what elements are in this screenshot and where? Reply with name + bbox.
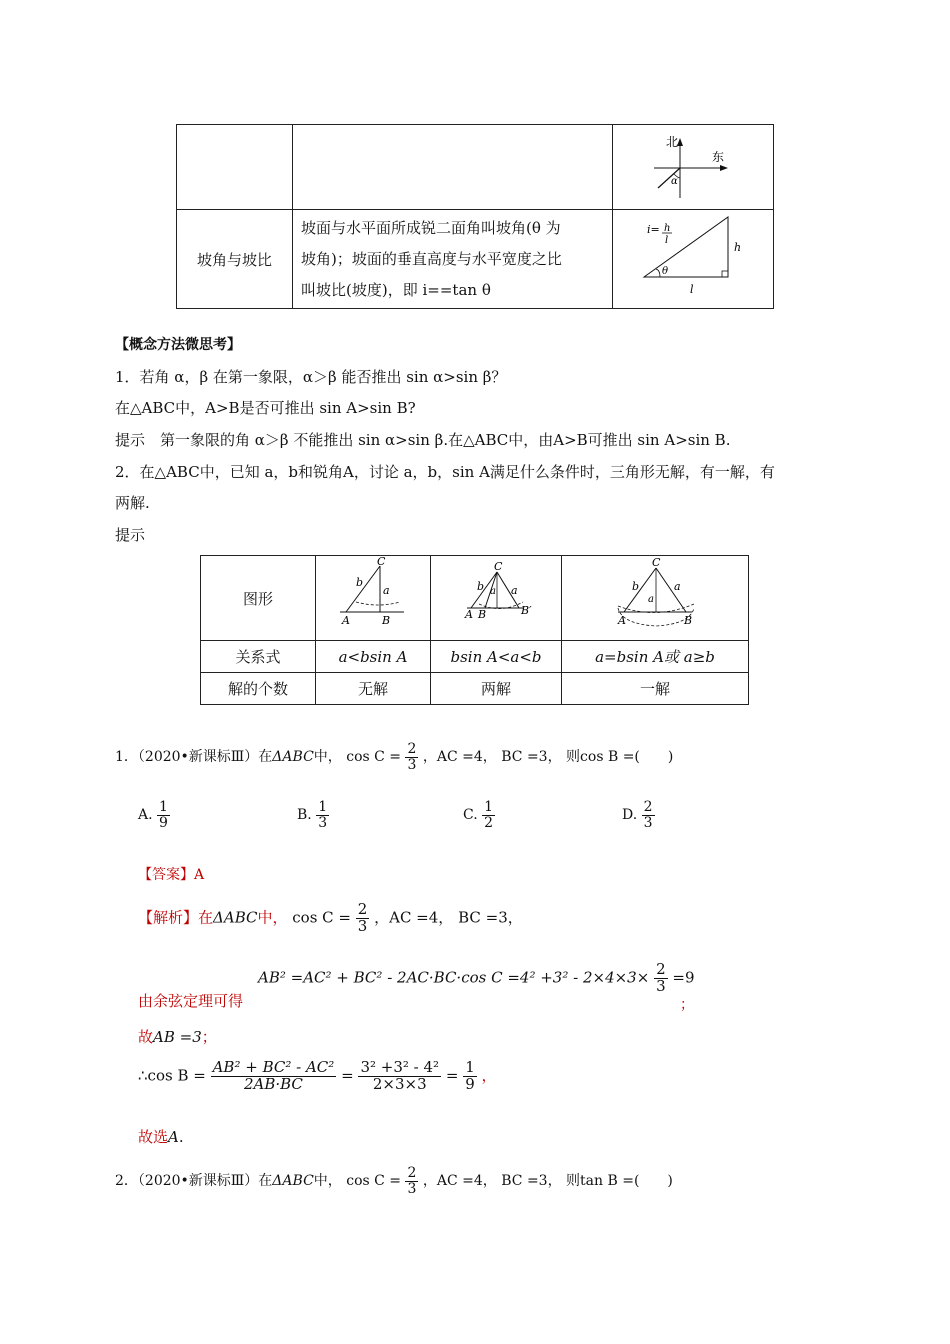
analysis-triangle: ΔABC bbox=[213, 908, 258, 927]
analysis-bc: BC =3， bbox=[458, 908, 523, 927]
theta-label: θ bbox=[661, 266, 669, 277]
formula-fraction: $\frac{2}{3}$ bbox=[656, 960, 666, 995]
ab-semicolon: ； bbox=[201, 1028, 217, 1046]
problem1-cosc: cos C = bbox=[346, 749, 402, 766]
slope-desc bbox=[293, 210, 613, 309]
problem1-stem bbox=[115, 742, 673, 772]
alpha-label: α bbox=[670, 176, 678, 187]
answer-tag: 【答案】 bbox=[138, 867, 194, 883]
ab-value: AB =3 bbox=[153, 1028, 202, 1046]
count-two-solution: 两解 bbox=[431, 673, 562, 705]
two-solution-figure bbox=[431, 556, 562, 641]
height-label: h bbox=[733, 241, 742, 254]
side-a: a bbox=[511, 584, 518, 597]
vertex-c: C bbox=[494, 560, 503, 573]
direction-figure bbox=[612, 125, 773, 210]
problem2-tanb: tan B =( ) bbox=[580, 1173, 673, 1190]
problem1-fraction: $\frac{2}{3}$ bbox=[407, 741, 417, 773]
option-c-label: C. bbox=[463, 807, 478, 824]
one-solution-diagram bbox=[562, 556, 748, 640]
relation-one-solution: a=bsin A或 a≥b bbox=[562, 641, 749, 673]
cosb-fraction-3: $\frac{1}{9}$ bbox=[465, 1058, 475, 1093]
problem2-fraction: $\frac{2}{3}$ bbox=[407, 1165, 417, 1197]
option-c-fraction: $\frac{1}{2}$ bbox=[484, 799, 494, 831]
one-solution-figure bbox=[562, 556, 749, 641]
answer-value: A bbox=[194, 867, 205, 883]
slope-desc-line3: 叫坡比(坡度)，即 i==tan θ bbox=[301, 280, 491, 299]
equals-2: = bbox=[445, 1066, 459, 1085]
question1-line1: 1．若角 α，β 在第一象限，α＞β 能否推出 sin α>sin β？ bbox=[115, 368, 507, 386]
problem2-cosc: cos C = bbox=[346, 1173, 402, 1190]
side-b: b bbox=[477, 580, 485, 593]
count-header: 解的个数 bbox=[201, 673, 316, 705]
option-a-label: A. bbox=[138, 807, 153, 824]
analysis-mid: 中， bbox=[257, 908, 288, 927]
no-solution-figure bbox=[316, 556, 431, 641]
cosb-fraction-2: $\frac{\text{3² +3² - 4²}}{2\times 3\times 3}$ bbox=[360, 1058, 440, 1093]
side-b: b bbox=[632, 580, 640, 593]
slope-desc-line2: 坡角)；坡面的垂直高度与水平宽度之比 bbox=[301, 249, 562, 268]
no-solution-diagram bbox=[316, 556, 430, 640]
problem1-cosb: cos B =( ) bbox=[580, 749, 674, 766]
two-solution-diagram bbox=[431, 556, 561, 640]
vertex-c: C bbox=[377, 556, 386, 568]
length-label: l bbox=[689, 283, 694, 296]
problem2-prefix: 2．（2020•新课标Ⅲ）在 bbox=[115, 1173, 273, 1190]
problem1-mid: 中， bbox=[313, 749, 342, 766]
north-label: 北 bbox=[665, 135, 678, 149]
formula-main: AB² =AC² + BC² - 2AC·BC·cos C =4² +3² - 2×4×3× bbox=[258, 968, 650, 987]
slope-label: 坡角与坡比 bbox=[177, 210, 293, 309]
question2-hint: 提示 bbox=[115, 526, 146, 544]
problem1-ask: 则 bbox=[566, 749, 581, 766]
slope-ratio-label: i= bbox=[646, 223, 660, 236]
answer bbox=[138, 864, 204, 884]
cosb-fraction-1: $\frac{\text{AB² + BC² - AC²}}{2AB\cdot BC}$ bbox=[212, 1058, 335, 1093]
vertex-a: A bbox=[342, 614, 350, 627]
option-a-fraction: $\frac{1}{9}$ bbox=[159, 799, 168, 831]
choose-line bbox=[138, 1126, 184, 1147]
think-heading: 【概念方法微思考】 bbox=[115, 337, 241, 353]
problem2-stem bbox=[115, 1166, 673, 1196]
top-row-label bbox=[177, 125, 293, 210]
side-a-inner: a bbox=[648, 594, 654, 605]
question1-hint: 提示 第一象限的角 α＞β 不能推出 sin α>sin β.在△ABC中，由A>B可推出 sin A>sin B. bbox=[115, 431, 731, 449]
question2-line1: 2．在△ABC中，已知 a，b和锐角A，讨论 a，b，sin A满足什么条件时，三角形无解，有一解，有 bbox=[115, 463, 775, 481]
analysis-fraction: $\frac{2}{3}$ bbox=[357, 900, 368, 935]
vertex-a: A bbox=[618, 614, 626, 627]
option-d-label: D. bbox=[622, 807, 638, 824]
cosine-law-text: 由余弦定理可得 bbox=[138, 992, 244, 1010]
problem2-ask: 则 bbox=[566, 1173, 581, 1190]
therefore-cosb: ∴cos B = bbox=[138, 1066, 206, 1085]
slope-h-top: h bbox=[663, 223, 671, 234]
slope-triangle-figure bbox=[614, 211, 772, 307]
problem1-option-d[interactable] bbox=[622, 800, 655, 830]
side-a: a bbox=[383, 584, 390, 597]
problem1-option-a[interactable] bbox=[138, 800, 170, 830]
top-row-desc bbox=[293, 125, 613, 210]
problem2-bc: BC =3， bbox=[501, 1173, 562, 1190]
slope-table bbox=[176, 124, 774, 309]
east-label: 东 bbox=[711, 150, 724, 164]
analysis-in: 在 bbox=[198, 908, 214, 927]
problem2-triangle: ΔABC bbox=[272, 1173, 314, 1190]
relation-two-solution: bsin A<a<b bbox=[431, 641, 562, 673]
problem1-triangle: ΔABC bbox=[272, 749, 314, 766]
vertex-c: C bbox=[652, 556, 661, 569]
option-b-label: B. bbox=[297, 807, 312, 824]
ab-result bbox=[138, 1026, 217, 1047]
problem1-bc: BC =3， bbox=[501, 749, 562, 766]
choose-text: 故选 bbox=[138, 1128, 169, 1146]
problem2-mid: 中， bbox=[313, 1173, 342, 1190]
option-d-fraction: $\frac{2}{3}$ bbox=[643, 799, 653, 831]
analysis-cosc: cos C = bbox=[292, 908, 351, 927]
problem1-option-b[interactable] bbox=[297, 800, 329, 830]
vertex-b-prime: B′ bbox=[521, 604, 532, 617]
equals-1: = bbox=[341, 1066, 354, 1085]
slope-desc-line1: 坡面与水平面所成锐二面角叫坡角(θ 为 bbox=[301, 218, 561, 237]
cosine-law-formula bbox=[258, 962, 695, 995]
vertex-b: B bbox=[382, 614, 391, 627]
problem1-ac: ，AC =4， bbox=[422, 749, 497, 766]
vertex-b: B bbox=[684, 614, 693, 627]
analysis-ac: ，AC =4， bbox=[374, 908, 454, 927]
choose-answer: A bbox=[168, 1128, 179, 1146]
problem1-option-c[interactable] bbox=[463, 800, 495, 830]
count-no-solution: 无解 bbox=[316, 673, 431, 705]
question2-line2: 两解. bbox=[115, 494, 150, 512]
so-text: 故 bbox=[138, 1028, 154, 1046]
formula-end: =9 bbox=[672, 968, 695, 987]
vertex-a: A bbox=[465, 608, 473, 621]
direction-angle-figure bbox=[614, 126, 772, 208]
relation-no-solution: a<bsin A bbox=[316, 641, 431, 673]
problem2-ac: ，AC =4， bbox=[422, 1173, 497, 1190]
analysis-line bbox=[138, 902, 523, 935]
solution-count-table bbox=[200, 555, 749, 705]
side-a-inner: a bbox=[490, 586, 496, 597]
side-a: a bbox=[674, 580, 681, 593]
question1-line2: 在△ABC中，A>B是否可推出 sin A>sin B? bbox=[115, 399, 416, 417]
side-b: b bbox=[356, 576, 364, 589]
vertex-b: B bbox=[478, 608, 487, 621]
cosb-comma: ， bbox=[481, 1066, 497, 1085]
formula-semicolon: ； bbox=[680, 997, 694, 1013]
option-b-fraction: $\frac{1}{3}$ bbox=[318, 799, 328, 831]
figure-header: 图形 bbox=[201, 556, 316, 641]
slope-figure bbox=[612, 210, 773, 309]
count-one-solution: 一解 bbox=[562, 673, 749, 705]
analysis-tag: 【解析】 bbox=[138, 908, 199, 927]
choose-dot: . bbox=[178, 1128, 184, 1146]
slope-l-bottom: l bbox=[664, 235, 669, 246]
relation-header: 关系式 bbox=[201, 641, 316, 673]
problem1-prefix: 1．（2020•新课标Ⅲ）在 bbox=[115, 749, 273, 766]
cosb-computation bbox=[138, 1060, 497, 1093]
